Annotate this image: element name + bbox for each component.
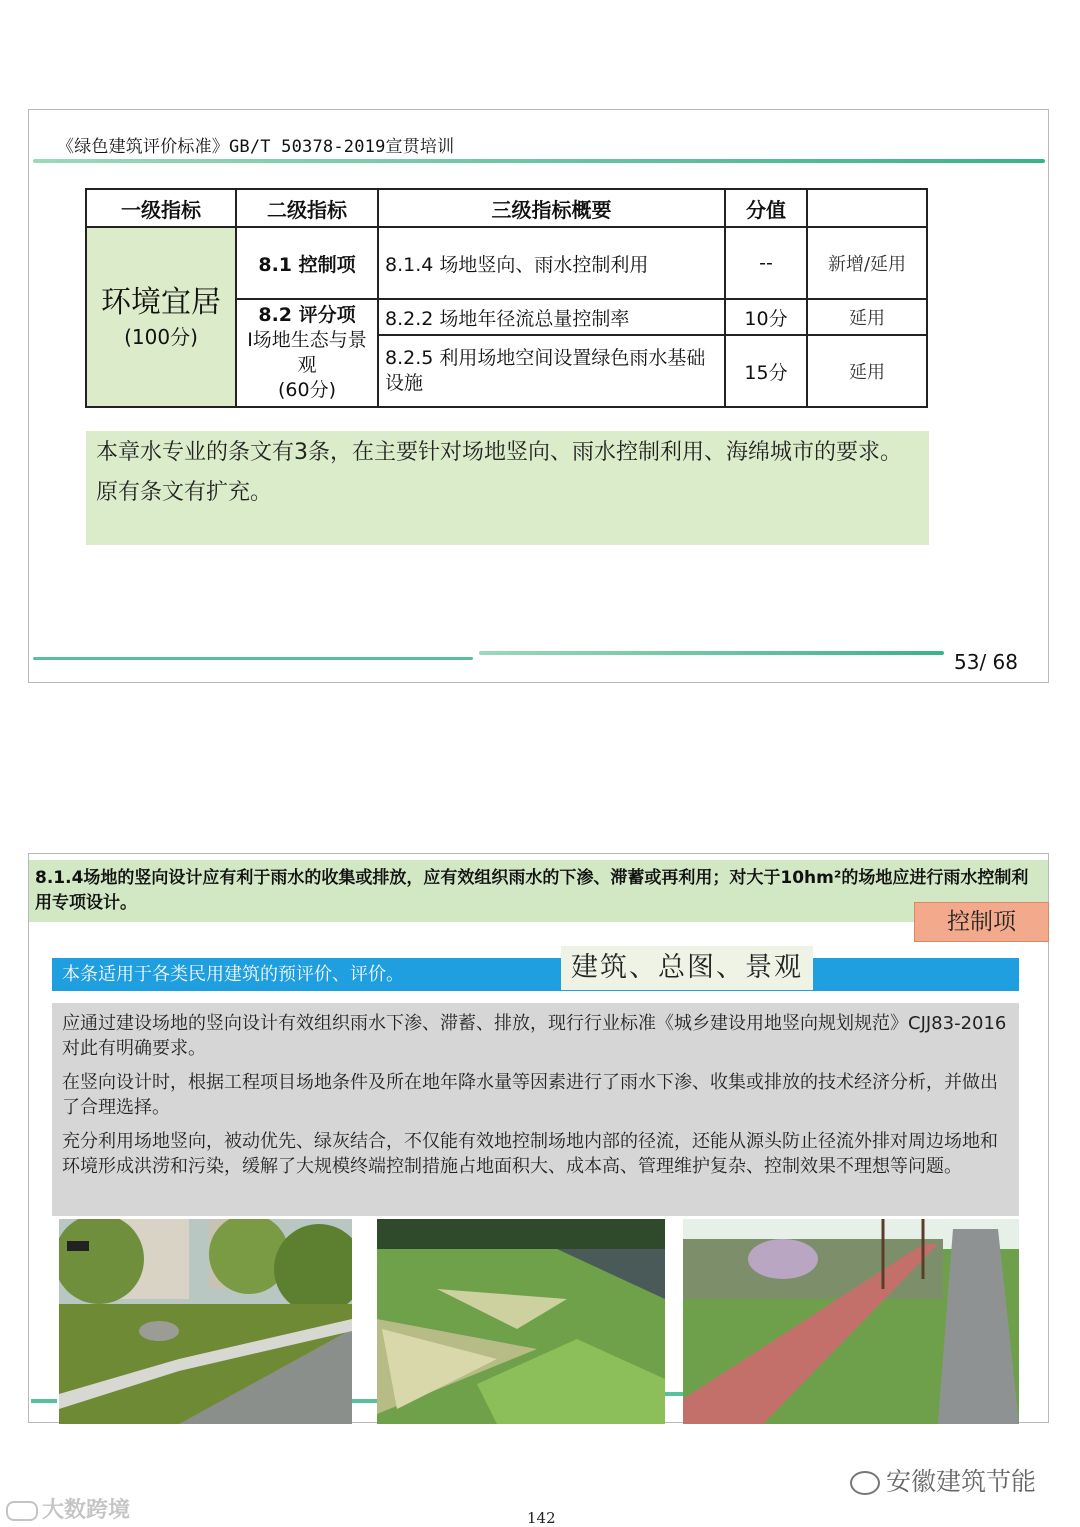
slide-2: [28, 853, 1049, 1423]
indicator-table: [85, 188, 928, 408]
watermark-right-text: 安徽建筑节能: [886, 1467, 1037, 1496]
brick-path-image: [683, 1219, 1019, 1424]
discipline-tag: 建筑、总图、景观: [561, 946, 813, 990]
slide-1: [28, 109, 1049, 683]
row1-level2: 8.1 控制项: [236, 227, 378, 299]
row2-summary: 8.2.2 场地年径流总量控制率: [378, 299, 725, 335]
row3-status: 延用: [807, 335, 927, 407]
applicability-bar: 本条适用于各类民用建筑的预评价、评价。: [52, 958, 1019, 991]
wechat-icon: [850, 1471, 880, 1495]
site-photo-brick-path: [683, 1219, 1019, 1424]
footer-divider-right: [479, 651, 944, 655]
note-line: 原有条文有扩充。: [96, 480, 273, 505]
explanation-paragraph: 在竖向设计时，根据工程项目场地条件及所在地年降水量等因素进行了雨水下渗、收集或排放的技术经济分析，并做出了合理选择。: [62, 1072, 998, 1118]
level2-scoring-title: 8.2 评分项: [258, 304, 356, 326]
slide-header: 《绿色建筑评价标准》GB/T 50378-2019宣贯培训: [57, 137, 455, 157]
side-accent-mid: [352, 1399, 377, 1403]
col-header-score: 分值: [725, 189, 807, 227]
col-header-status: [807, 189, 927, 227]
summary-note: [86, 431, 929, 545]
control-item-badge: 控制项: [914, 902, 1049, 942]
header-divider: [33, 159, 1045, 163]
site-photo-curb-path: [59, 1219, 352, 1424]
col-header-level2: 二级指标: [236, 189, 378, 227]
slide-page-number: 53/ 68: [954, 650, 1018, 674]
level1-cell: [86, 227, 236, 407]
logo-icon: [6, 1501, 38, 1521]
footer-divider-left: [33, 657, 473, 660]
watermark-left: [6, 1493, 130, 1524]
rock-swale-image: [377, 1219, 665, 1424]
watermark-left-text: 大数跨境: [42, 1498, 131, 1523]
curb-path-image: [59, 1219, 352, 1424]
row2-status: 延用: [807, 299, 927, 335]
row1-score: --: [725, 227, 807, 299]
side-accent-right: [665, 1392, 683, 1396]
site-photo-rock-swale: [377, 1219, 665, 1424]
side-accent-left: [31, 1399, 57, 1403]
row1-summary: 8.1.4 场地竖向、雨水控制利用: [378, 227, 725, 299]
explanation-box: [52, 1003, 1019, 1216]
row1-status: 新增/延用: [807, 227, 927, 299]
explanation-paragraph: 应通过建设场地的竖向设计有效组织雨水下渗、滞蓄、排放，现行行业标准《城乡建设用地竖向规划规范》CJJ83-2016对此有明确要求。: [62, 1013, 1007, 1059]
explanation-paragraph: 充分利用场地竖向，被动优先、绿灰结合，不仅能有效地控制场地内部的径流，还能从源头防止径流外排对周边场地和环境形成洪涝和污染，缓解了大规模终端控制措施占地面积大、成本高、管理维护复杂、控制效果不理想等问题。: [62, 1131, 998, 1177]
level1-name: 环境宜居: [101, 284, 221, 320]
row3-summary: 8.2.5 利用场地空间设置绿色雨水基础设施: [378, 335, 725, 407]
level2-scoring-cell: [236, 299, 378, 407]
col-header-level1: 一级指标: [86, 189, 236, 227]
note-line: 本章水专业的条文有3条，在主要针对场地竖向、雨水控制利用、海绵城市的要求。: [96, 440, 902, 465]
col-header-level3: 三级指标概要: [378, 189, 725, 227]
clause-header: 8.1.4场地的竖向设计应有利于雨水的收集或排放，应有效组织雨水的下渗、滞蓄或再利用；对大于10hm²的场地应进行雨水控制利用专项设计。: [29, 860, 1048, 922]
level2-scoring-score: (60分): [277, 379, 336, 401]
level2-scoring-sub: Ⅰ场地生态与景观: [247, 329, 367, 376]
watermark-right: [850, 1462, 1036, 1498]
row2-score: 10分: [725, 299, 807, 335]
document-page-number: 142: [527, 1509, 556, 1527]
row3-score: 15分: [725, 335, 807, 407]
level1-score: (100分): [124, 324, 198, 349]
